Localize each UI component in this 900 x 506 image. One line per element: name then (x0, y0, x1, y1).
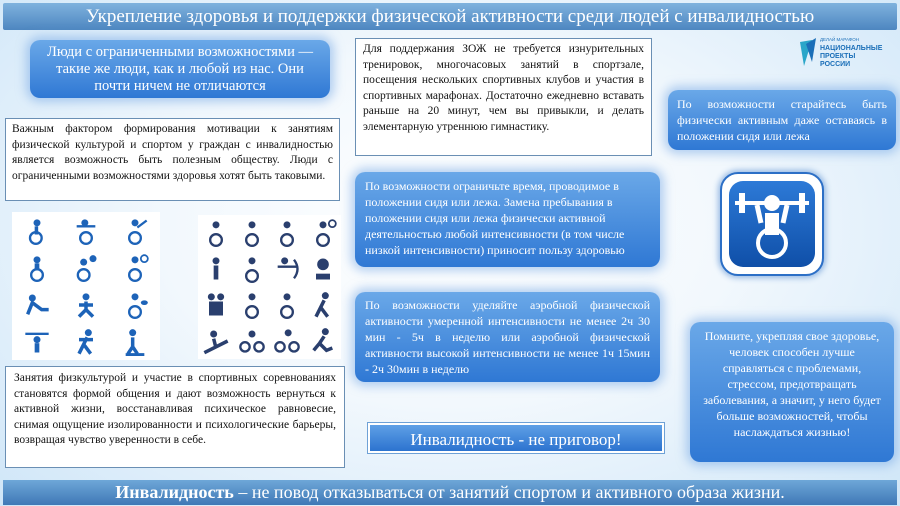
wheelchair-tennis-icon (111, 249, 160, 286)
sport-text: Занятия физкультурой и участие в спортивных соревнованиях становятся формой общения и дают возможность вернуться к активной жизни, восстанавливая психическое равновесие, снимая ощущение изолированности и психологические барьеры, возвращая чувство уверенности в себе. (14, 372, 336, 446)
remember-bubble (690, 322, 894, 462)
wheelchair-powerlifting-icon (720, 172, 824, 276)
svg-text:ДЕЛАЙ МАРАФОН: ДЕЛАЙ МАРАФОН (820, 37, 859, 42)
sport-icons-right (198, 215, 341, 359)
footer-banner (3, 480, 897, 505)
cycling-icon (270, 323, 306, 359)
quote-text: Люди с ограниченными возможностями — такие же люди, как и любой из нас. Они почти ничем не отличаются (47, 44, 313, 94)
zozh-text: Для поддержания ЗОЖ не требуется изнурительных тренировок, многочасовых занятий в спортзале, посещения нескольких спортивных клубов и участия в спортивных марафонах. Достаточно ежедневно вставать раньше на 20 минут, чем вы привыкли, и делать элементарную утреннюю гимнастику. (363, 43, 644, 133)
wheelchair-icon (198, 215, 234, 251)
footer-bold: Инвалидность (115, 482, 234, 502)
motivation-text: Важным фактором формирования мотивации к занятиям физической культурой и спортом у граждан с инвалидностью является возможность быть полезным обществу. Люди с ограниченными возможностями здоровья хотят быть таковыми. (12, 123, 333, 182)
wheelchair-fencing-icon (111, 212, 160, 249)
national-projects-logo (798, 32, 886, 70)
judo-icon (198, 287, 234, 323)
footer-text: – не повод отказываться от занятий спортом и активного образа жизни. (233, 482, 785, 502)
wheelchair-icon (234, 251, 270, 287)
handcycling-icon (234, 323, 270, 359)
wheelchair-icon (234, 215, 270, 251)
running-icon (305, 323, 341, 359)
slogan-banner: Инвалидность - не приговор! (368, 423, 664, 453)
svg-text:РОССИИ: РОССИИ (820, 61, 851, 68)
page-title: Укрепление здоровья и поддержки физической активности среди людей с инвалидностью (3, 3, 897, 30)
cross-country-skiing-icon (111, 323, 160, 360)
active-text: По возможности старайтесь быть физически активным даже оставаясь в положении сидя или лежа (677, 97, 887, 143)
svg-text:ПРОЕКТЫ: ПРОЕКТЫ (820, 53, 856, 60)
active-bubble (668, 90, 896, 150)
goalball-icon (61, 286, 110, 323)
limit-time-bubble (355, 172, 660, 267)
wheelchair-basketball-icon (270, 215, 306, 251)
aerobic-bubble (355, 292, 660, 382)
athletics-icon (61, 323, 110, 360)
archery-icon (270, 251, 306, 287)
limit-time-text: По возможности ограничьте время, проводимое в положении сидя или лежа. Замена пребывания в положении сидя или лежа физически активной деятельностью любой интенсивности (в том числе низкой интенсивности) приносит пользу здоровью (365, 179, 625, 257)
athletics-icon (305, 287, 341, 323)
sitting-volleyball-icon (12, 286, 61, 323)
goalball-icon (198, 251, 234, 287)
wheelchair-basketball-icon (234, 287, 270, 323)
remember-text: Помните, укрепляя свое здоровье, человек способен лучше справляться с проблемами, стрессом, предотвращать заболевания, а значит, у него будет больше возможностей, чтобы наслаждаться жизнью! (703, 329, 881, 439)
wheelchair-archery-icon (61, 212, 110, 249)
wheelchair-icon (270, 287, 306, 323)
wheelchair-tennis-icon (305, 215, 341, 251)
quote-bubble (30, 40, 330, 98)
wheelchair-volleyball-icon (61, 249, 110, 286)
sport-icons-left (12, 212, 160, 360)
alpine-skiing-icon (198, 323, 234, 359)
zozh-box (355, 38, 652, 156)
sport-box (5, 366, 345, 468)
shooting-icon (305, 251, 341, 287)
motivation-box (5, 118, 340, 201)
aerobic-text: По возможности уделяйте аэробной физической активности умеренной интенсивности не менее 2ч 30 мин - 5ч в неделю или аэробной физической активности высокой интенсивности не менее 1ч 15мин - 2ч 30мин в неделю (365, 298, 650, 376)
wheelchair-icon (12, 249, 61, 286)
powerlifting-icon (12, 323, 61, 360)
wheelchair-rugby-icon (111, 286, 160, 323)
wheelchair-basketball-icon (12, 212, 61, 249)
svg-text:НАЦИОНАЛЬНЫЕ: НАЦИОНАЛЬНЫЕ (820, 45, 883, 52)
